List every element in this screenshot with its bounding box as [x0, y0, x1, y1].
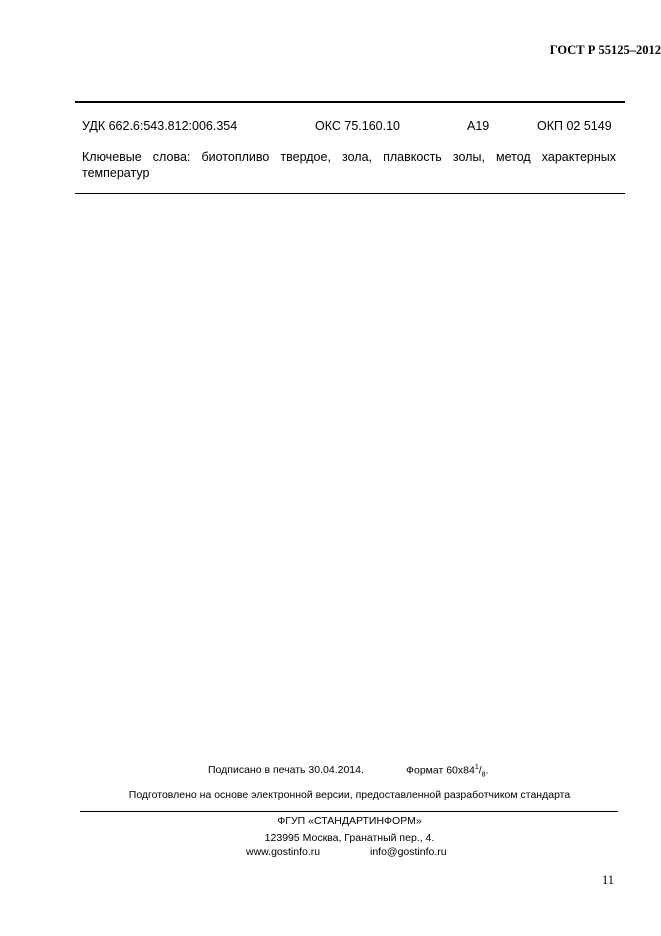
paper-format-denominator: 8	[481, 771, 486, 779]
signed-date: Подписано в печать 30.04.2014.	[208, 764, 364, 776]
document-code: ГОСТ Р 55125–2012	[549, 43, 661, 57]
publisher-name: ФГУП «СТАНДАРТИНФОРМ»	[277, 815, 422, 827]
udk-code: УДК 662.6:543.812:006.354	[82, 119, 238, 133]
paper-format-prefix: Формат 60x84	[406, 764, 475, 777]
imprint-divider	[80, 811, 618, 812]
keywords-text: Ключевые слова: биотопливо твердое, зола, плавкость золы, метод характерных температур	[82, 150, 616, 180]
okp-code: ОКП 02 5149	[537, 119, 612, 133]
publisher-email: info@gostinfo.ru	[370, 846, 447, 858]
classification-row	[82, 119, 618, 135]
prepared-note: Подготовлено на основе электронной версии, предоставленной разработчиком стандарта	[128, 789, 571, 801]
top-divider	[75, 101, 625, 103]
oks-code: ОКС 75.160.10	[315, 119, 400, 133]
paper-format-suffix: .	[485, 764, 489, 777]
category-code: А19	[467, 119, 490, 133]
paper-format: Формат $60x84^1/_8$.	[406, 764, 489, 779]
page-number: 11	[602, 873, 615, 887]
keywords-divider	[75, 193, 625, 194]
paper-format-numerator: 1	[474, 764, 479, 771]
publisher-address: 123995 Москва, Гранатный пер., 4.	[264, 832, 435, 844]
publisher-website: www.gostinfo.ru	[246, 846, 321, 858]
